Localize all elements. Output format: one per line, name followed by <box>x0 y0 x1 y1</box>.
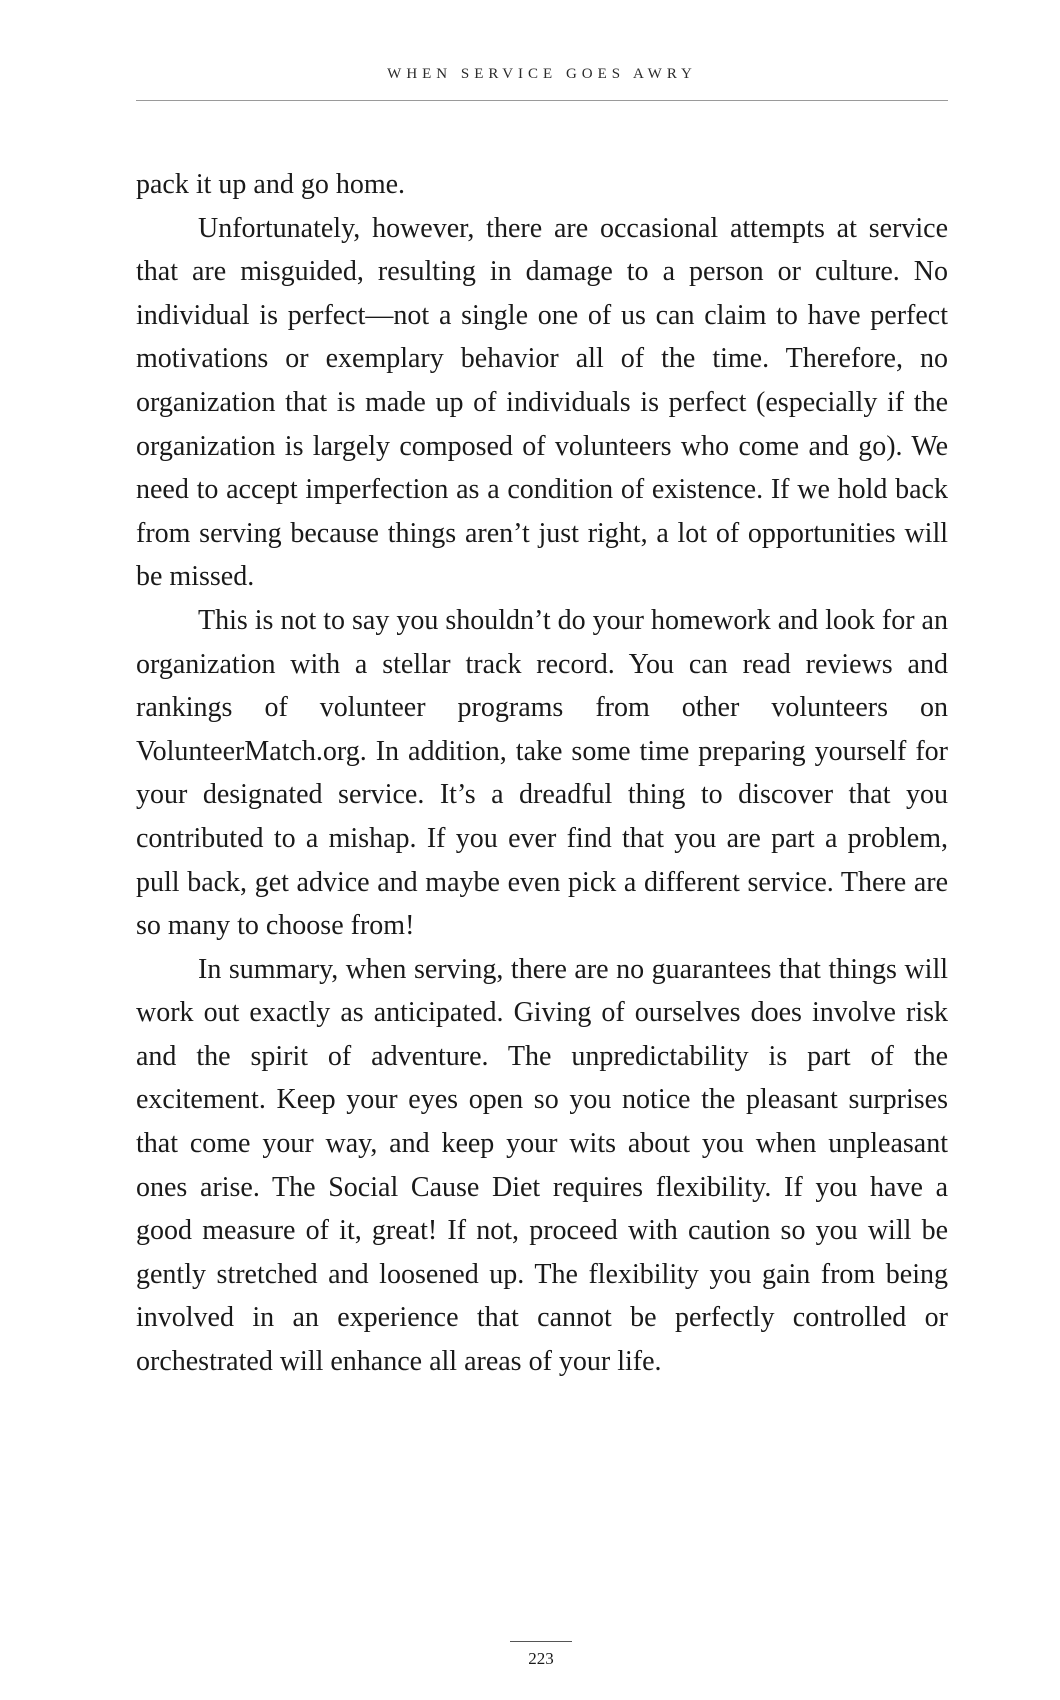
folio-rule <box>510 1641 572 1642</box>
page-body <box>136 163 948 1384</box>
paragraph-homework: This is not to say you shouldn’t do your homework and look for an organization with a stellar track record. You can read reviews and rankings of volunteer programs from other volunteers on VolunteerMatch.org. In addition, take some time preparing yourself for your designated service. It’s a dreadful thing to discover that you contributed to a mishap. If you ever find that you are part a problem, pull back, get advice and maybe even pick a different service. There are so many to choose from! <box>136 604 948 942</box>
running-head: WHEN SERVICE GOES AWRY <box>387 66 697 82</box>
paragraph-summary: In summary, when serving, there are no guarantees that things will work out exactly as anticipated. Giving of ourselves does involve risk and the spirit of adventure. The unpredictability is part of the excitement. Keep your eyes open so you notice the pleasant surprises that come your way, and keep your wits about you when unpleasant ones arise. The Social Cause Diet requires flexibility. If you have a good measure of it, great! If not, proceed with caution so you will be gently stretched and loosened up. The flexibility you gain from being involved in an experience that cannot be perfectly controlled or orchestrated will enhance all areas of your life. <box>136 953 948 1378</box>
paragraph-imperfection: Unfortunately, however, there are occasional attempts at service that are misguided, resulting in damage to a person or culture. No individual is perfect—not a single one of us can claim to have perfect motivations or exemplary behavior all of the time. Therefore, no organization that is made up of individuals is perfect (especially if the organization is largely composed of volunteers who come and go). We need to accept imperfection as a condition of existence. If we hold back from serving because things aren’t just right, a lot of opportunities will be missed. <box>136 212 948 593</box>
header-rule <box>136 100 948 101</box>
page-number: 223 <box>528 1649 554 1668</box>
paragraph-continuation: pack it up and go home. <box>136 169 406 200</box>
